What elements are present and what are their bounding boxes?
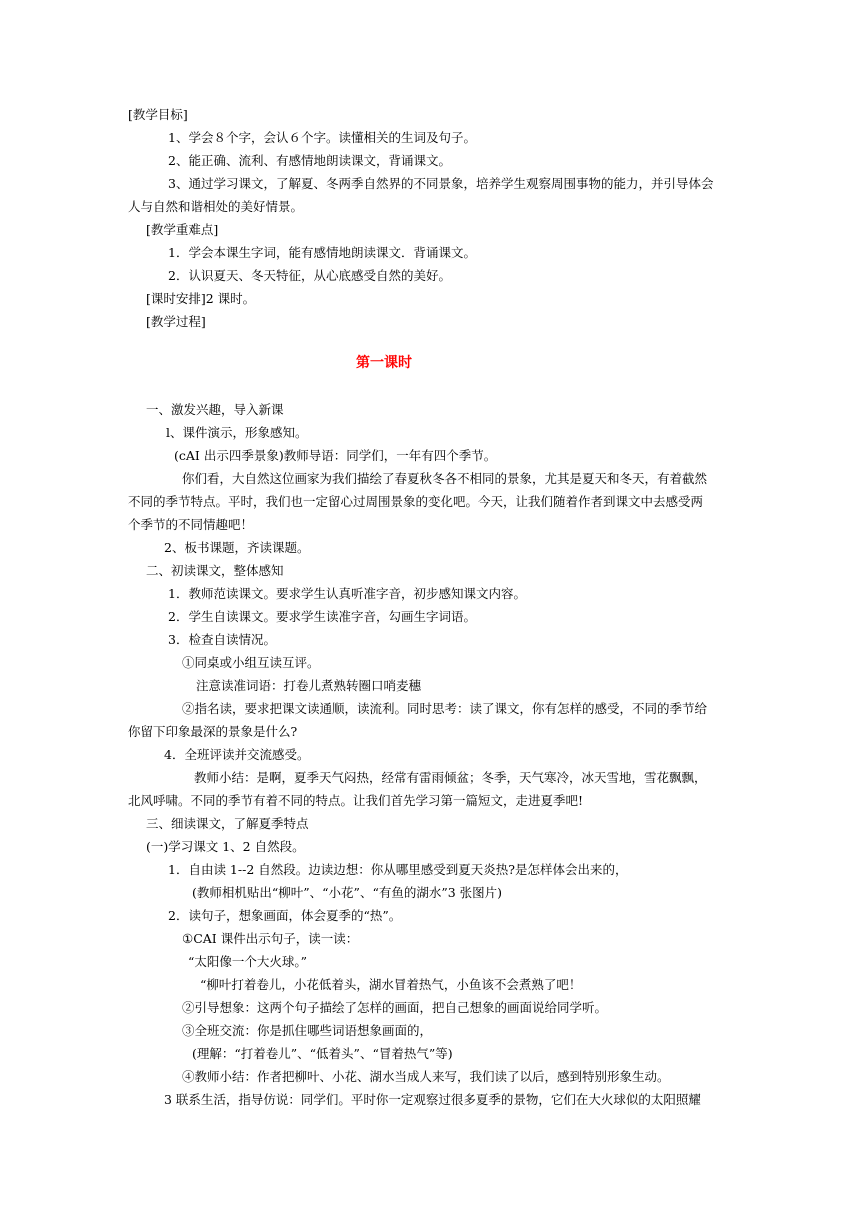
para-top-line-10: [教学过程] (146, 314, 206, 329)
para-bottom-line-30: ④教师小结：作者把柳叶、小花、湖水当成人来写，我们读了以后，感到特别形象生动。 (182, 1069, 670, 1084)
section-title: 第一课时 (356, 355, 412, 371)
para-bottom-line-1: 一、激发兴趣，导入新课 (146, 402, 284, 417)
para-bottom-line-19: 三、细读课文，了解夏季特点 (146, 816, 309, 831)
para-bottom-line-29: (理解：“打着卷儿”、“低着头”、“冒着热气”等) (192, 1046, 453, 1061)
para-bottom-line-24: ①CAI 课件出示句子，读一读： (182, 931, 359, 946)
para-bottom-line-7: 2、板书课题，齐读课题。 (164, 540, 310, 555)
para-bottom-line-6: 个季节的不同情趣吧！ (128, 517, 254, 532)
para-bottom-line-17: 教师小结：是啊，夏季天气闷热，经常有雷雨倾盆；冬季，天气寒冷，冰天雪地，雪花飘飘， (194, 770, 707, 785)
para-bottom-line-8: 二、初读课文，整体感知 (146, 563, 284, 578)
para-bottom-line-13: 注意读准词语：打卷儿煮熟转圈口哨麦穗 (196, 678, 422, 693)
para-top-line-2: 1、学会８个字，会认６个字。读懂相关的生词及句子。 (168, 130, 476, 145)
para-bottom-line-31: 3 联系生活，指导仿说：同学们。平时你一定观察过很多夏季的景物，它们在大火球似的太阳照耀 (164, 1092, 701, 1107)
para-bottom-line-28: ③全班交流：你是抓住哪些词语想象画面的， (182, 1023, 433, 1038)
para-bottom-line-16: 4．全班评读并交流感受。 (164, 747, 310, 762)
para-top-line-5: 人与自然和谐相处的美好情景。 (128, 199, 304, 214)
para-bottom-line-11: 3．检查自读情况。 (168, 632, 276, 647)
para-top-line-8: 2．认识夏天、冬天特征，从心底感受自然的美好。 (168, 268, 451, 283)
para-bottom-line-27: ②引导想象：这两个句子描绘了怎样的画面，把自己想象的画面说给同学听。 (182, 1000, 608, 1015)
para-bottom-line-14: ②指名读，要求把课文读通顺，读流利。同时思考：读了课文，你有怎样的感受，不同的季节给 (182, 701, 708, 716)
para-bottom-line-25: “太阳像一个大火球。” (188, 954, 308, 969)
para-top-line-9: [课时安排]2 课时。 (146, 291, 256, 306)
para-bottom-line-26: “柳叶打着卷儿，小花低着头，湖水冒着热气，小鱼该不会煮熟了吧！ (200, 977, 582, 992)
para-bottom-line-3: (cAI 出示四季景象)教师导语：同学们，一年有四个季节。 (174, 448, 497, 463)
para-bottom-line-23: 2．读句子，想象画面，体会夏季的“热”。 (168, 908, 402, 923)
para-bottom-line-15: 你留下印象最深的景象是什么? (128, 724, 298, 739)
para-bottom-line-21: 1．自由读 1--2 自然段。边读边想：你从哪里感受到夏天炎热?是怎样体会出来的， (168, 862, 628, 877)
para-bottom-line-4: 你们看，大自然这位画家为我们描绘了春夏秋冬各不相同的景象，尤其是夏天和冬天，有着截然 (182, 471, 708, 486)
para-bottom-line-5: 不同的季节特点。平时，我们也一定留心过周围景象的变化吧。今天，让我们随着作者到课文中去感受两 (128, 494, 704, 509)
para-top-line-7: 1．学会本课生字词，能有感情地朗读课文．背诵课文。 (168, 245, 476, 260)
para-top-line-6: [教学重难点] (146, 222, 219, 237)
para-top-line-1: [教学目标] (128, 107, 188, 122)
para-bottom-line-10: 2．学生自读课文。要求学生读准字音，勾画生字词语。 (168, 609, 476, 624)
para-bottom-line-12: ①同桌或小组互读互评。 (182, 655, 320, 670)
para-bottom-line-9: 1．教师范读课文。要求学生认真听准字音，初步感知课文内容。 (168, 586, 526, 601)
para-bottom-line-18: 北风呼啸。不同的季节有着不同的特点。让我们首先学习第一篇短文，走进夏季吧! (128, 793, 584, 808)
para-bottom-line-20: (一)学习课文 1、2 自然段。 (146, 839, 305, 854)
para-bottom-line-2: l、课件演示，形象感知。 (166, 425, 308, 440)
para-bottom-line-22: (教师相机贴出“柳叶”、“小花”、“有鱼的湖水”3 张图片) (192, 885, 503, 900)
para-top-line-4: 3、通过学习课文，了解夏、冬两季自然界的不同景象，培养学生观察周围事物的能力，并引导体会 (168, 176, 714, 191)
para-top-line-3: 2、能正确、流利、有感情地朗读课文，背诵课文。 (168, 153, 451, 168)
